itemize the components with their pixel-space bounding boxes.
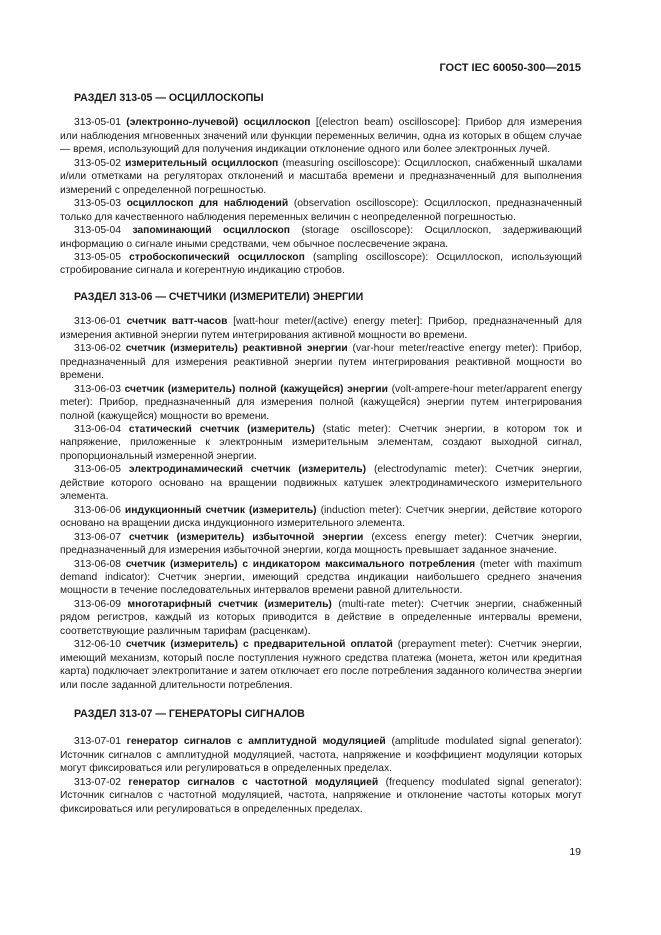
term-name: счетчик ватт-часов xyxy=(126,316,228,328)
term-entry xyxy=(60,598,582,638)
term-definition: (excess energy meter): Счетчик энергии, предназначенный для измерения избыточной энергии, когда мощность превышает заданное значение. xyxy=(60,531,582,557)
term-code: 313-06-04 xyxy=(74,423,121,435)
term-name: счетчик (измеритель) с индикатором максимального потребления xyxy=(125,558,476,570)
term-name: стробоскопический осциллоскоп xyxy=(129,251,305,263)
term-definition: (sampling oscilloscope): Осциллоскоп, использующий стробирование сигнала и когерентную индикацию стробов. xyxy=(60,251,583,277)
standard-designation: ГОСТ IEC 60050-300—2015 xyxy=(439,62,581,74)
term-code: 313-05-05 xyxy=(74,251,121,263)
term-definition: (induction meter): Счетчик энергии, действие которого основано на вращении диска индукционного измерительного элемента. xyxy=(60,504,582,530)
term-definition: (static meter): Счетчик энергии, в котором ток и напряжение, приложенные к электронным измерительным элементам, создают выходной сигнал, пропорциональный измеренной энергии. xyxy=(60,423,582,462)
section-heading: РАЗДЕЛ 313-07 — ГЕНЕРАТОРЫ СИГНАЛОВ xyxy=(74,708,305,721)
term-name: статический счетчик (измеритель) xyxy=(128,423,315,435)
term-name: генератор сигналов с амплитудной модуляцией xyxy=(126,736,386,748)
term-code: 313-06-06 xyxy=(74,504,121,516)
term-code: 313-05-02 xyxy=(74,157,121,169)
term-definition: (observation oscilloscope): Осциллоскоп, предназначенный только для качественного наблюдения переменных величин с неопределенной погрешностью. xyxy=(60,198,582,223)
term-definition: (amplitude modulated signal generator): Источник сигналов с амплитудной модуляцией, частота, напряжение и коэффициент модуляции которых могут фиксироваться или регулироваться в определенных пределах. xyxy=(60,736,582,775)
term-name: счетчик (измеритель) с предварительной оплатой xyxy=(125,639,393,651)
term-code: 313-06-09 xyxy=(74,598,121,610)
term-entry xyxy=(60,776,582,816)
term-code: 313-06-05 xyxy=(74,464,121,476)
term-entry xyxy=(60,383,582,423)
term-entry xyxy=(60,638,582,692)
term-entry xyxy=(60,197,582,224)
page-number: 19 xyxy=(569,846,581,858)
term-name: счетчик (измеритель) реактивной энергии xyxy=(125,343,348,355)
term-name: осциллоскоп для наблюдений xyxy=(126,198,289,210)
term-entry xyxy=(60,251,582,278)
term-definition: (measuring oscilloscope): Осциллоскоп, снабженный шкалами и/или отметками на регуляторах отклонений и масштаба времени и предназначенный для выполнения измерений с определенной погрешностью. xyxy=(60,157,582,196)
term-name: запоминающий осциллоскоп xyxy=(132,225,290,237)
term-name: генератор сигналов с частотной модуляцией xyxy=(128,776,379,788)
term-definition: (prepayment meter): Счетчик энергии, имеющий механизм, который после поступления нужного средства платежа (монета, жетон или кредитная карта) подключает электропитание и затем отключает его после потребления заданного количества энергии или после заданной длительности потребления. xyxy=(60,639,582,691)
term-name: измерительный осциллоскоп xyxy=(125,157,279,169)
term-definition: (frequency modulated signal generator): Источник сигналов с частотной модуляцией, частота, напряжение и отклонение частоты которых могут фиксироваться или регулироваться в определенных пределах. xyxy=(60,776,582,815)
term-entry xyxy=(60,157,582,197)
document-body xyxy=(60,92,582,816)
section-heading: РАЗДЕЛ 313-06 — СЧЕТЧИКИ (ИЗМЕРИТЕЛИ) ЭНЕРГИИ xyxy=(74,290,364,303)
term-name: счетчик (измеритель) полной (кажущейся) энергии xyxy=(124,383,388,395)
term-entry xyxy=(60,463,582,503)
section-heading: РАЗДЕЛ 313-05 — ОСЦИЛЛОСКОПЫ xyxy=(74,92,264,104)
term-code: 313-07-01 xyxy=(74,736,121,748)
term-code: 313-05-03 xyxy=(74,198,121,210)
term-definition: [(electron beam) oscilloscope]: Прибор для измерения или наблюдения мгновенных значений или функции переменных величин, одна из которых в общем случае — время, использующий для получения индикации отклонение одного или более электронных лучей. xyxy=(60,117,582,156)
term-entry xyxy=(60,224,582,251)
term-definition: (electrodynamic meter): Счетчик энергии, действие которого основано на вращении подвижных катушек электродинамического измерительного элемента. xyxy=(60,464,582,503)
term-name: многотарифный счетчик (измеритель) xyxy=(127,598,332,610)
term-entry xyxy=(60,342,582,382)
term-entry xyxy=(60,116,582,156)
term-code: 313-05-04 xyxy=(74,225,121,237)
term-code: 313-06-03 xyxy=(74,383,121,395)
term-entry xyxy=(60,558,582,598)
term-code: 313-06-07 xyxy=(74,531,121,543)
term-entry xyxy=(60,531,582,558)
term-definition: (multi-rate meter): Счетчик энергии, снабженный рядом регистров, каждый из которых приводится в действие в определенные интервалы времени, соответствующие различным тарифам (расценкам). xyxy=(60,598,582,637)
term-definition: (storage oscilloscope): Осциллоскоп, задерживающий информацию о сигнале иными средствами, чем обычное послесвечение экрана. xyxy=(60,225,582,250)
term-definition: (meter with maximum demand indicator): Счетчик энергии, имеющий средства индикации наибольшего среднего значения мощности в течение последовательных интервалов времени равной длительности. xyxy=(60,558,582,597)
term-entry xyxy=(60,423,582,463)
term-name: (электронно-лучевой) осциллоскоп xyxy=(126,117,311,129)
term-entry xyxy=(60,735,582,775)
term-definition: (volt-ampere-hour meter/apparent energy meter): Прибор, предназначенный для измерения полной (кажущейся) энергии путем интегрирования полной (кажущейся) мощности во времени. xyxy=(60,383,582,422)
term-code: 313-06-02 xyxy=(74,343,121,355)
term-entry xyxy=(60,315,582,342)
term-definition: [watt-hour meter/(active) energy meter]: Прибор, предназначенный для измерения активной энергии путем интегрирования активной мощности во времени. xyxy=(60,316,582,341)
term-code: 313-05-01 xyxy=(74,117,121,129)
term-code: 313-07-02 xyxy=(74,776,121,788)
term-code: 313-06-01 xyxy=(74,316,121,328)
term-entry xyxy=(60,504,582,531)
term-name: счетчик (измеритель) избыточной энергии xyxy=(129,531,364,543)
term-code: 313-06-08 xyxy=(74,558,121,570)
term-name: электродинамический счетчик (измеритель) xyxy=(128,464,367,476)
term-definition: (var-hour meter/reactive energy meter): Прибор, предназначенный для измерения реактивной энергии путем интегрирования реактивной мощности во времени. xyxy=(60,343,582,382)
term-name: индукционный счетчик (измеритель) xyxy=(124,504,317,516)
term-code: 312-06-10 xyxy=(74,639,121,651)
